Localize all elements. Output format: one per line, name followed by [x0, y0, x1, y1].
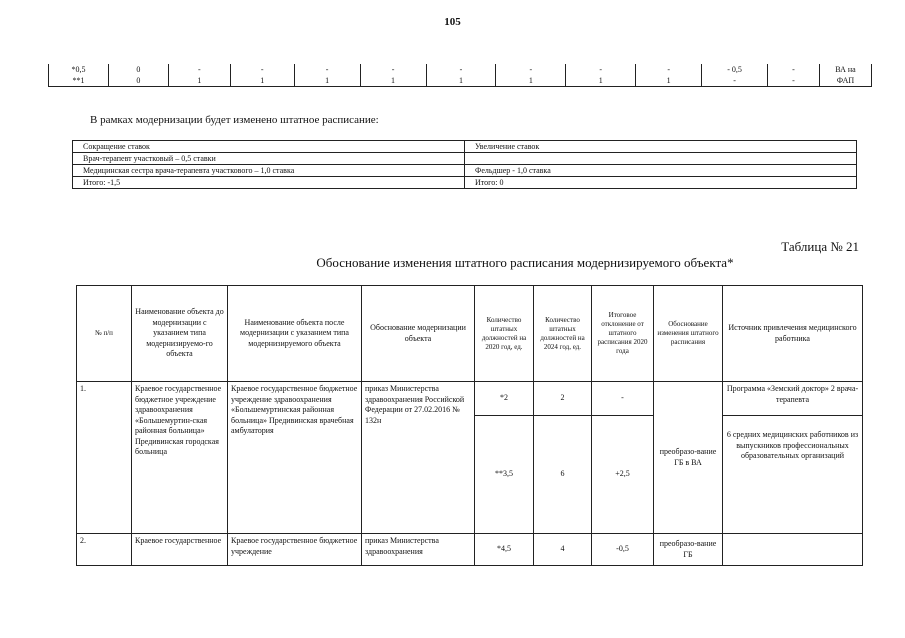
table-cell: - — [230, 64, 294, 75]
justification: преобразо-вание ГБ — [654, 534, 723, 566]
table-cell: ВА на — [819, 64, 871, 75]
column-header-justification: Обоснование изменения штатного расписания — [654, 286, 723, 382]
quantity-2020: *2 — [475, 382, 534, 416]
deviation: - — [592, 382, 654, 416]
deviation: +2,5 — [592, 416, 654, 534]
table-cell: Итого: 0 — [465, 177, 857, 189]
table-cell: - — [294, 64, 360, 75]
column-header-source: Источник привлечения медицинского работника — [723, 286, 863, 382]
worker-source: 6 средних медицинских работников из выпускников профессиональных образовательных организаций — [723, 416, 863, 534]
column-header-q2024: Количество штатных должностей на 2024 год, ед. — [534, 286, 592, 382]
page-number: 105 — [444, 16, 461, 28]
column-header: Увеличение ставок — [465, 141, 857, 153]
quantity-2020: **3,5 — [475, 416, 534, 534]
object-after: Краевое государственное бюджетное учреждение — [228, 534, 362, 566]
table-cell: 0 — [108, 75, 168, 87]
table-cell: - — [702, 75, 768, 87]
continuation-table — [48, 64, 872, 87]
table-header-row — [73, 141, 857, 153]
table-cell: - — [496, 64, 566, 75]
table-row — [73, 177, 857, 189]
justification: преобразо-вание ГБ в ВА — [654, 382, 723, 534]
column-header-q2020: Количество штатных должностей на 2020 год, ед. — [475, 286, 534, 382]
table-cell: Врач-терапевт участковый – 0,5 ставки — [73, 153, 465, 165]
table-cell: 1 — [426, 75, 496, 87]
column-header-before: Наименование объекта до модернизации с указанием типа модернизируемо-го объекта — [132, 286, 228, 382]
table-cell: 1 — [168, 75, 230, 87]
object-before: Краевое государственное — [132, 534, 228, 566]
worker-source — [723, 534, 863, 566]
table-cell: - — [426, 64, 496, 75]
staff-change-table — [72, 140, 857, 189]
column-header-number: № п/п — [77, 286, 132, 382]
table-cell: - — [768, 75, 820, 87]
table-cell: *0,5 — [49, 64, 109, 75]
table-cell: Итого: -1,5 — [73, 177, 465, 189]
table-header-row — [77, 286, 863, 382]
table-cell — [465, 153, 857, 165]
quantity-2020: *4,5 — [475, 534, 534, 566]
table-row — [77, 534, 863, 566]
table-cell: 1 — [230, 75, 294, 87]
table-cell: 1 — [496, 75, 566, 87]
table-cell: Фельдшер - 1,0 ставка — [465, 165, 857, 177]
table-cell: 1 — [566, 75, 636, 87]
table-cell: - — [566, 64, 636, 75]
quantity-2024: 2 — [534, 382, 592, 416]
intro-text: В рамках модернизации будет изменено штатное расписание: — [90, 114, 379, 126]
object-after: Краевое государственное бюджетное учреждение здравоохранения «Большемуртинская районная больница» Предивинская врачебная амбулатория — [228, 382, 362, 534]
table-cell: **1 — [49, 75, 109, 87]
table-row — [49, 64, 872, 75]
table-cell: - 0,5 — [702, 64, 768, 75]
row-number: 2. — [77, 534, 132, 566]
deviation: -0,5 — [592, 534, 654, 566]
modernization-reason: приказ Министерства здравоохранения Российской Федерации от 27.02.2016 № 132н — [362, 382, 475, 534]
table-cell: Медицинская сестра врача-терапевта участкового – 1,0 ставка — [73, 165, 465, 177]
justification-table — [76, 285, 863, 566]
table-number: Таблица № 21 — [781, 239, 859, 254]
table-cell: - — [360, 64, 426, 75]
table-cell: 1 — [360, 75, 426, 87]
table-cell: - — [636, 64, 702, 75]
table-cell: - — [168, 64, 230, 75]
table-cell: - — [768, 64, 820, 75]
table-cell: ФАП — [819, 75, 871, 87]
table-row — [73, 165, 857, 177]
column-header-after: Наименование объекта после модернизации с указанием типа модернизируемого объекта — [228, 286, 362, 382]
table-cell: 0 — [108, 64, 168, 75]
table-cell: 1 — [636, 75, 702, 87]
quantity-2024: 6 — [534, 416, 592, 534]
table-row — [77, 382, 863, 416]
column-header-deviation: Итоговое отклонение от штатного расписания 2020 года — [592, 286, 654, 382]
column-header: Сокращение ставок — [73, 141, 465, 153]
column-header-reason: Обоснование модернизации объекта — [362, 286, 475, 382]
modernization-reason: приказ Министерства здравоохранения — [362, 534, 475, 566]
table-row — [73, 153, 857, 165]
table-row — [49, 75, 872, 87]
table-title: Обоснование изменения штатного расписания модернизируемого объекта* — [316, 255, 734, 270]
table-cell: 1 — [294, 75, 360, 87]
object-before: Краевое государственное бюджетное учреждение здравоохранения «Большемуртин-ская районная больница» Предивинская городская больница — [132, 382, 228, 534]
row-number: 1. — [77, 382, 132, 534]
worker-source: Программа «Земский доктор» 2 врача-терапевта — [723, 382, 863, 416]
quantity-2024: 4 — [534, 534, 592, 566]
